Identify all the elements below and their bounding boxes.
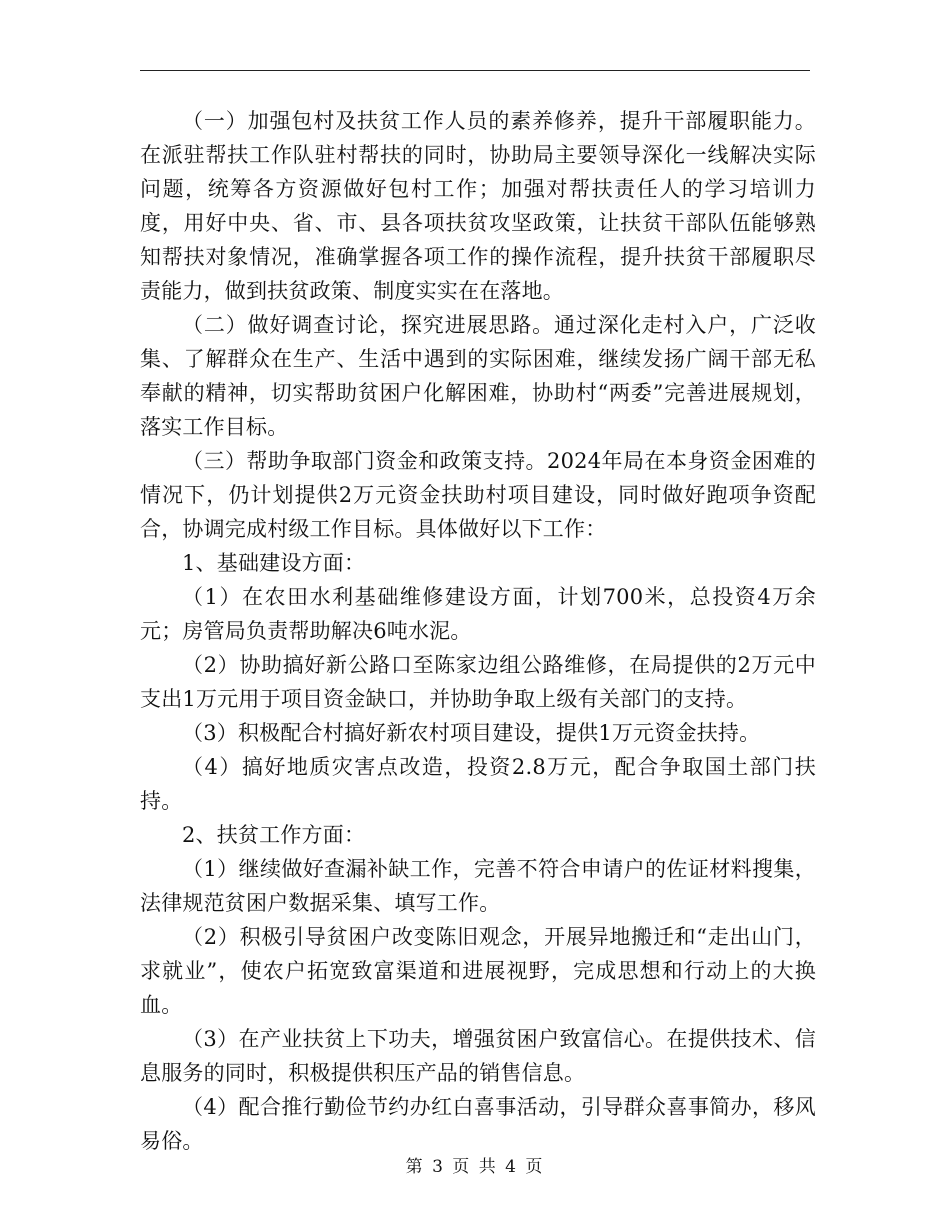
paragraph-1: （一）加强包村及扶贫工作人员的素养修养，提升干部履职能力。在派驻帮扶工作队驻村帮扶的同时，协助局主要领导深化一线解决实际问题，统筹各方资源做好包村工作；加强对帮扶责任人的学习培训力度，用好中央、省、市、县各项扶贫攻坚政策，让扶贫干部队伍能够熟知帮扶对象情况，准确掌握各项工作的操作流程，提升扶贫干部履职尽责能力，做到扶贫政策、制度实实在在落地。 — [140, 109, 816, 303]
header-rule — [140, 70, 810, 71]
list-item: （3）在产业扶贫上下功夫，增强贫困户致富信心。在提供技术、信息服务的同时，积极提供积压产品的销售信息。 — [140, 1027, 816, 1085]
list-item: （3）积极配合村搞好新农村项目建设，提供1万元资金扶持。 — [182, 721, 761, 745]
paragraph-3: （三）帮助争取部门资金和政策支持。2024年局在本身资金困难的情况下，仍计划提供2万元资金扶助村项目建设，同时做好跑项争资配合，协调完成村级工作目标。具体做好以下工作： — [140, 449, 816, 541]
section-heading-infrastructure: 1、基础建设方面： — [182, 551, 366, 575]
page-number-footer: 第 3 页 共 4 页 — [405, 1157, 545, 1177]
list-item: （4）配合推行勤俭节约办红白喜事活动，引导群众喜事简办，移风易俗。 — [140, 1095, 816, 1153]
list-item: （1）继续做好查漏补缺工作，完善不符合申请户的佐证材料搜集，法律规范贫困户数据采集、填写工作。 — [140, 857, 816, 915]
document-body — [140, 104, 816, 1158]
section-heading-poverty-work: 2、扶贫工作方面： — [182, 823, 366, 847]
list-item: （4）搞好地质灾害点改造，投资2.8万元，配合争取国土部门扶持。 — [140, 755, 816, 813]
paragraph-2: （二）做好调查讨论，探究进展思路。通过深化走村入户，广泛收集、了解群众在生产、生活中遇到的实际困难，继续发扬广阔干部无私奉献的精神，切实帮助贫困户化解困难，协助村“两委”完善进展规划，落实工作目标。 — [140, 313, 816, 439]
list-item: （1）在农田水利基础维修建设方面，计划700米，总投资4万余元；房管局负责帮助解决6吨水泥。 — [140, 585, 816, 643]
list-item: （2）积极引导贫困户改变陈旧观念，开展异地搬迁和“走出山门，求就业”，使农户拓宽致富渠道和进展视野，完成思想和行动上的大换血。 — [140, 925, 816, 1017]
list-item: （2）协助搞好新公路口至陈家边组公路维修，在局提供的2万元中支出1万元用于项目资金缺口，并协助争取上级有关部门的支持。 — [140, 653, 816, 711]
